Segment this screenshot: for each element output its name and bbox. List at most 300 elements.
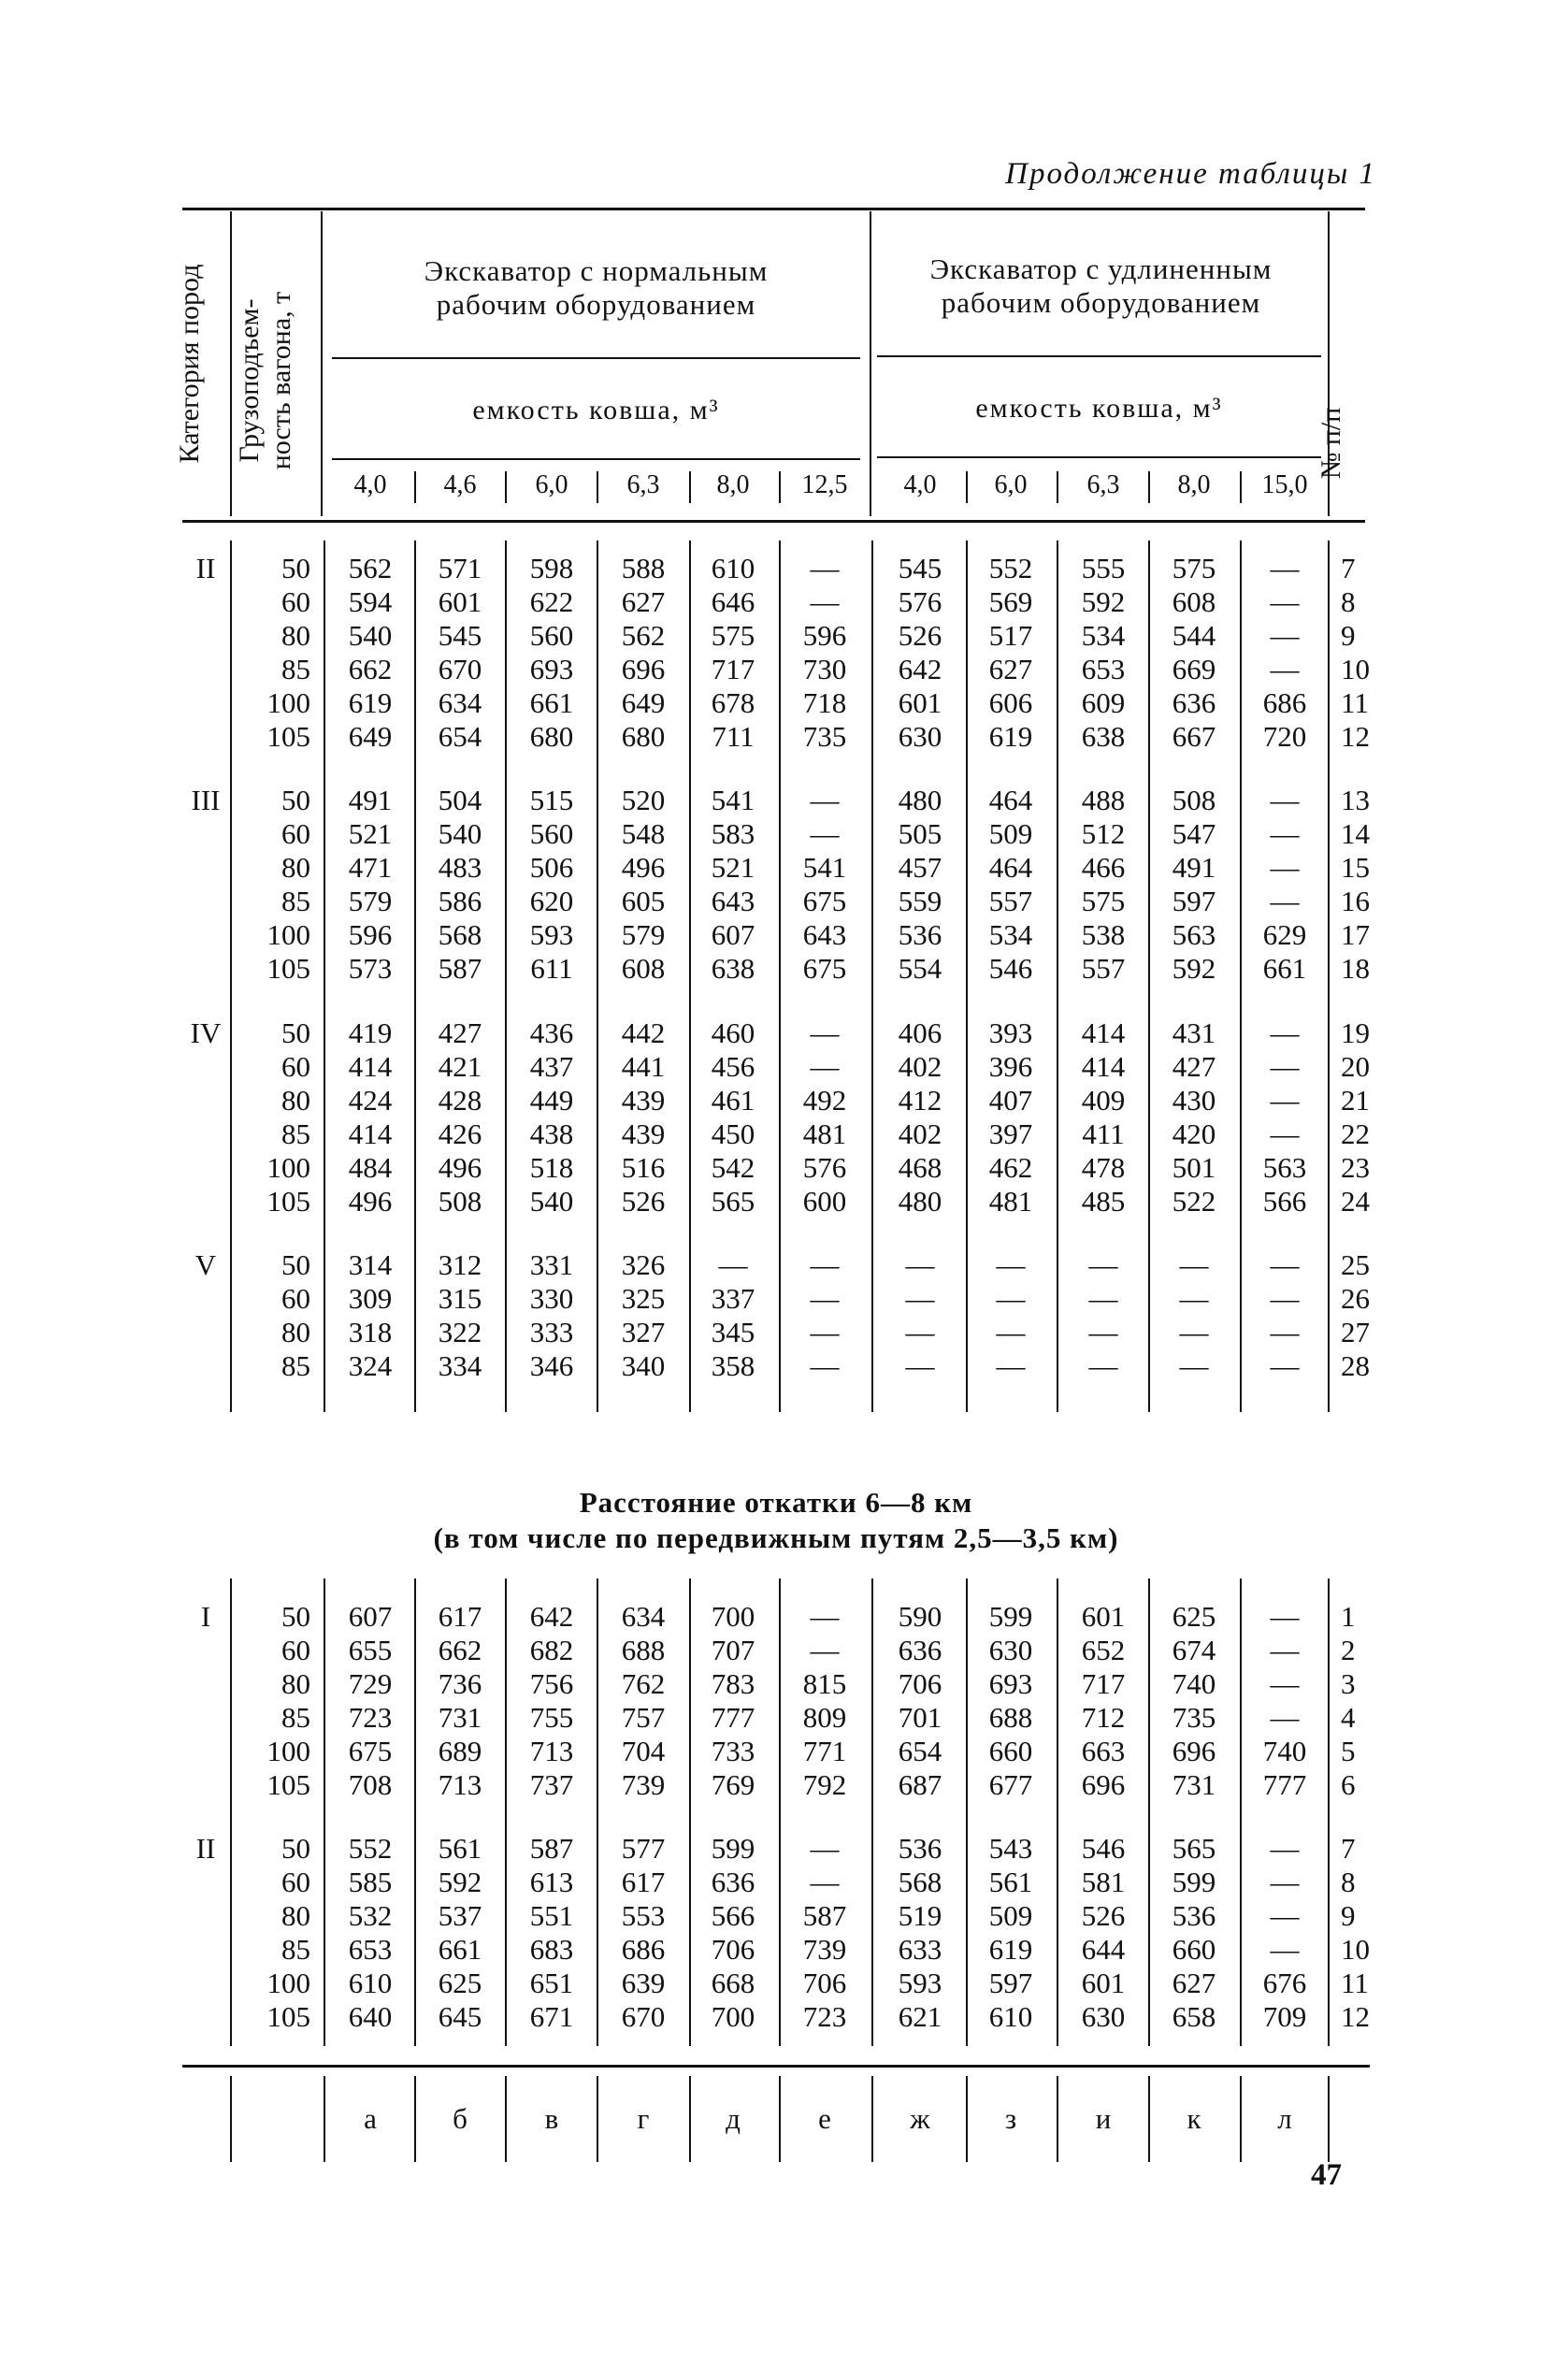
table-cell: 586 [438, 885, 482, 917]
table-cell: 740 [1262, 1735, 1307, 1767]
table-cell: 481 [988, 1185, 1033, 1218]
table-cell: 587 [438, 952, 482, 985]
wagon-capacity-cell: 50 [281, 1016, 310, 1049]
table-cell: 407 [988, 1084, 1033, 1117]
column-line [966, 1578, 968, 2046]
wagon-capacity-cell: 85 [281, 1117, 310, 1150]
table-cell: — [1270, 1600, 1300, 1633]
header-divider [870, 211, 871, 516]
table-cell: 638 [1081, 720, 1126, 753]
header-hline [332, 458, 860, 460]
table-cell: 658 [1172, 2000, 1216, 2033]
wagon-capacity-cell: 50 [281, 1600, 310, 1633]
table-cell: 536 [898, 918, 942, 951]
table-cell: — [1088, 1282, 1118, 1315]
table-cell: 569 [988, 585, 1033, 618]
row-index-cell: 28 [1341, 1349, 1370, 1382]
header-divider [230, 211, 232, 516]
volume-separator [966, 471, 968, 503]
column-letter: е [818, 2102, 831, 2135]
table-cell: 506 [529, 851, 574, 884]
table-cell: 598 [529, 552, 574, 584]
table-cell: 547 [1172, 817, 1216, 850]
table-cell: — [1270, 1667, 1300, 1700]
column-letter-divider [966, 2076, 968, 2162]
table-cell: 358 [711, 1349, 755, 1382]
table-cell: 682 [529, 1634, 574, 1666]
table-cell: — [810, 1050, 840, 1083]
table-cell: 675 [802, 885, 847, 917]
wagon-capacity-cell: 60 [281, 1282, 310, 1315]
bucket-volume-label: 6,3 [1086, 470, 1120, 499]
table-cell: 740 [1172, 1667, 1216, 1700]
table-cell: — [1179, 1248, 1209, 1281]
table-cell: — [1270, 1634, 1300, 1666]
row-index-cell: 27 [1341, 1316, 1370, 1348]
table-cell: 393 [988, 1016, 1033, 1049]
bucket-volume-label: 4,6 [443, 470, 477, 499]
column-line [230, 1578, 232, 2046]
table-cell: 419 [348, 1016, 393, 1049]
table-cell: 639 [621, 1967, 666, 1999]
table-cell: 609 [1081, 686, 1126, 719]
table-cell: 634 [621, 1600, 666, 1633]
table-cell: 676 [1262, 1967, 1307, 1999]
table-cell: — [996, 1316, 1026, 1348]
table-cell: 544 [1172, 619, 1216, 652]
table-cell: 739 [621, 1768, 666, 1801]
table-cell: 526 [1081, 1899, 1126, 1932]
table-cell: 449 [529, 1084, 574, 1117]
row-index-cell: 12 [1341, 2000, 1370, 2033]
table-cell: 322 [438, 1316, 482, 1348]
table-cell: 420 [1172, 1117, 1216, 1150]
table-cell: 688 [988, 1701, 1033, 1734]
table-cell: — [1270, 784, 1300, 816]
table-cell: — [1270, 1933, 1300, 1966]
table-cell: 566 [1262, 1185, 1307, 1218]
table-cell: 693 [529, 653, 574, 685]
table-cell: 555 [1081, 552, 1126, 584]
bucket-capacity-extended: емкость ковша, м³ [975, 393, 1223, 424]
table-cell: 427 [1172, 1050, 1216, 1083]
header-wagon-capacity-line1: Грузоподъем- [234, 298, 265, 463]
group-normal-equipment [332, 254, 860, 322]
table-cell: — [810, 784, 840, 816]
table-cell: 553 [621, 1899, 666, 1932]
table-cell: 512 [1081, 817, 1126, 850]
table-cell: — [1270, 1016, 1300, 1049]
table-cell: 536 [898, 1832, 942, 1865]
table-cell: 592 [1081, 585, 1126, 618]
table-cell: 496 [438, 1151, 482, 1184]
table-cell: 583 [711, 817, 755, 850]
table-cell: 653 [348, 1933, 393, 1966]
table-cell: 421 [438, 1050, 482, 1083]
column-letter: г [637, 2102, 650, 2135]
column-line [1328, 541, 1330, 1412]
table-cell: 654 [438, 720, 482, 753]
row-index-cell: 26 [1341, 1282, 1370, 1315]
table-cell: 707 [711, 1634, 755, 1666]
table-cell: — [996, 1248, 1026, 1281]
table-cell: — [810, 1349, 840, 1382]
bucket-volume-label: 4,0 [353, 470, 387, 499]
table-cell: 457 [898, 851, 942, 884]
column-line [597, 541, 598, 1412]
wagon-capacity-cell: 85 [281, 1933, 310, 1966]
table-cell: 312 [438, 1248, 482, 1281]
table-cell: 517 [988, 619, 1033, 652]
table-cell: 649 [621, 686, 666, 719]
table-cell: 605 [621, 885, 666, 917]
rock-category: III [191, 784, 221, 816]
table-cell: 680 [621, 720, 666, 753]
column-line [1057, 1578, 1058, 2046]
wagon-capacity-cell: 100 [266, 686, 310, 719]
wagon-capacity-cell: 85 [281, 1349, 310, 1382]
table-cell: 713 [529, 1735, 574, 1767]
bucket-volume-label: 8,0 [1177, 470, 1211, 499]
table-cell: — [1270, 1701, 1300, 1734]
table-cell: 460 [711, 1016, 755, 1049]
table-cell: 439 [621, 1117, 666, 1150]
table-cell: 337 [711, 1282, 755, 1315]
column-line [230, 541, 232, 1412]
table-cell: 596 [348, 918, 393, 951]
table-cell: 592 [438, 1866, 482, 1898]
column-line [597, 1578, 598, 2046]
header-row-index: № п/п [1316, 407, 1346, 480]
wagon-capacity-cell: 80 [281, 1084, 310, 1117]
table-cell: 629 [1262, 918, 1307, 951]
column-letter: и [1095, 2102, 1112, 2135]
table-cell: 428 [438, 1084, 482, 1117]
header-hline [877, 355, 1321, 357]
header-wagon-capacity [234, 240, 299, 521]
table-cell: 437 [529, 1050, 574, 1083]
column-line [1240, 1578, 1242, 2046]
bucket-volume-label: 6,0 [535, 470, 568, 499]
table-cell: 441 [621, 1050, 666, 1083]
row-index-cell: 10 [1341, 1933, 1370, 1966]
table-cell: 599 [1172, 1866, 1216, 1898]
table-cell: — [1179, 1349, 1209, 1382]
table-cell: — [810, 585, 840, 618]
table-cell: 769 [711, 1768, 755, 1801]
row-index-cell: 15 [1341, 851, 1370, 884]
bucket-volume-label: 6,3 [626, 470, 660, 499]
table-cell: 687 [898, 1768, 942, 1801]
column-line [871, 541, 873, 1412]
table-cell: 427 [438, 1016, 482, 1049]
section2-title-line1: Расстояние откатки 6—8 км [579, 1486, 973, 1519]
wagon-capacity-cell: 105 [266, 1768, 310, 1801]
column-letter: в [544, 2102, 559, 2135]
table-cell: 534 [988, 918, 1033, 951]
table-cell: 693 [988, 1667, 1033, 1700]
table-cell: — [1179, 1316, 1209, 1348]
table-cell: 568 [438, 918, 482, 951]
table-cell: 324 [348, 1349, 393, 1382]
table-cell: 756 [529, 1667, 574, 1700]
table-cell: 607 [711, 918, 755, 951]
table-cell: — [1270, 1282, 1300, 1315]
column-letter-divider [689, 2076, 691, 2162]
table-cell: — [1179, 1282, 1209, 1315]
table-cell: 414 [1081, 1016, 1126, 1049]
table-cell: 566 [711, 1899, 755, 1932]
column-line [414, 541, 416, 1412]
rock-category: IV [190, 1016, 222, 1049]
table-cell: 717 [711, 653, 755, 685]
table-cell: 496 [621, 851, 666, 884]
table-cell: 480 [898, 784, 942, 816]
table-cell: 579 [621, 918, 666, 951]
table-cell: 439 [621, 1084, 666, 1117]
table-cell: 643 [711, 885, 755, 917]
table-cell: — [996, 1349, 1026, 1382]
volume-separator [414, 471, 416, 503]
wagon-capacity-cell: 80 [281, 619, 310, 652]
wagon-capacity-cell: 105 [266, 1185, 310, 1218]
table-cell: 519 [898, 1899, 942, 1932]
table-cell: 610 [988, 2000, 1033, 2033]
column-line [1148, 541, 1150, 1412]
table-cell: 540 [438, 817, 482, 850]
bucket-volume-label: 6,0 [994, 470, 1028, 499]
table-cell: — [1270, 1899, 1300, 1932]
table-cell: — [1270, 1117, 1300, 1150]
table-cell: 496 [348, 1185, 393, 1218]
table-cell: 815 [802, 1667, 847, 1700]
table-cell: — [1270, 1084, 1300, 1117]
table-cell: 593 [898, 1967, 942, 1999]
row-index-cell: 7 [1341, 552, 1356, 584]
table-cell: 755 [529, 1701, 574, 1734]
table-cell: 597 [988, 1967, 1033, 1999]
table-cell: 686 [1262, 686, 1307, 719]
table-cell: 733 [711, 1735, 755, 1767]
rock-category: I [200, 1600, 211, 1633]
table-cell: 617 [621, 1866, 666, 1898]
table-cell: 521 [711, 851, 755, 884]
table-cell: — [810, 1634, 840, 1666]
column-letter: к [1187, 2102, 1201, 2135]
table-cell: 643 [802, 918, 847, 951]
row-index-cell: 7 [1341, 1832, 1356, 1865]
table-cell: 686 [621, 1933, 666, 1966]
table-cell: 565 [1172, 1832, 1216, 1865]
table-cell: 483 [438, 851, 482, 884]
table-cell: — [810, 1316, 840, 1348]
table-cell: 683 [529, 1933, 574, 1966]
table-cell: 652 [1081, 1634, 1126, 1666]
table-cell: 700 [711, 2000, 755, 2033]
column-letter: б [453, 2102, 468, 2135]
table-cell: 464 [988, 851, 1033, 884]
table-cell: 480 [898, 1185, 942, 1218]
column-line [414, 1578, 416, 2046]
table-cell: 431 [1172, 1016, 1216, 1049]
table-cell: — [1270, 619, 1300, 652]
table-cell: 575 [1081, 885, 1126, 917]
wagon-capacity-cell: 80 [281, 1899, 310, 1932]
table-cell: — [718, 1248, 748, 1281]
row-index-cell: 16 [1341, 885, 1370, 917]
column-letter-divider [597, 2076, 598, 2162]
table-cell: 545 [898, 552, 942, 584]
volume-separator [1057, 471, 1058, 503]
table-cell: 396 [988, 1050, 1033, 1083]
wagon-capacity-cell: 60 [281, 585, 310, 618]
column-letter-divider [1240, 2076, 1242, 2162]
table-cell: 661 [1262, 952, 1307, 985]
row-index-cell: 6 [1341, 1768, 1356, 1801]
table-cell: — [905, 1349, 935, 1382]
table-cell: 739 [802, 1933, 847, 1966]
wagon-capacity-cell: 85 [281, 653, 310, 685]
table-cell: — [905, 1316, 935, 1348]
row-index-cell: 22 [1341, 1117, 1370, 1150]
table-cell: 809 [802, 1701, 847, 1734]
table-cell: 501 [1172, 1151, 1216, 1184]
table-cell: — [905, 1282, 935, 1315]
table-cell: — [1270, 885, 1300, 917]
wagon-capacity-cell: 105 [266, 2000, 310, 2033]
table-cell: 562 [621, 619, 666, 652]
table-cell: 450 [711, 1117, 755, 1150]
table-cell: 526 [898, 619, 942, 652]
header-hline [877, 456, 1321, 458]
table-cell: 532 [348, 1899, 393, 1932]
row-index-cell: 23 [1341, 1151, 1370, 1184]
table-cell: 551 [529, 1899, 574, 1932]
table-cell: 670 [438, 653, 482, 685]
table-cell: 340 [621, 1349, 666, 1382]
table-cell: 594 [348, 585, 393, 618]
table-cell: 526 [621, 1185, 666, 1218]
rock-category: II [195, 552, 216, 584]
column-line [324, 541, 325, 1412]
table-cell: 534 [1081, 619, 1126, 652]
column-line [505, 541, 507, 1412]
table-cell: 783 [711, 1667, 755, 1700]
row-index-cell: 9 [1341, 1899, 1356, 1932]
column-line [1057, 541, 1058, 1412]
table-cell: 576 [802, 1151, 847, 1184]
table-cell: — [810, 1600, 840, 1633]
table-cell: 654 [898, 1735, 942, 1767]
row-index-cell: 8 [1341, 585, 1356, 618]
table-cell: 491 [1172, 851, 1216, 884]
row-index-cell: 3 [1341, 1667, 1356, 1700]
table-cell: 633 [898, 1933, 942, 1966]
table-cell: 588 [621, 552, 666, 584]
table-cell: 651 [529, 1967, 574, 1999]
group-extended-line2: рабочим оборудованием [941, 286, 1261, 319]
table-cell: — [1270, 653, 1300, 685]
table-cell: 478 [1081, 1151, 1126, 1184]
table-cell: 505 [898, 817, 942, 850]
table-cell: 607 [348, 1600, 393, 1633]
table-cell: 561 [438, 1832, 482, 1865]
table-cell: 621 [898, 2000, 942, 2033]
header-rock-category: Категория пород [174, 264, 205, 464]
table-cell: 735 [802, 720, 847, 753]
table-cell: 670 [621, 2000, 666, 2033]
table-cell: 426 [438, 1117, 482, 1150]
table-cell: 662 [438, 1634, 482, 1666]
table-cell: 402 [898, 1050, 942, 1083]
table-cell: 737 [529, 1768, 574, 1801]
table-cell: 649 [348, 720, 393, 753]
table-cell: 579 [348, 885, 393, 917]
table-cell: 314 [348, 1248, 393, 1281]
table-cell: 545 [438, 619, 482, 652]
table-cell: 552 [348, 1832, 393, 1865]
row-index-cell: 5 [1341, 1735, 1356, 1767]
table-cell: 660 [1172, 1933, 1216, 1966]
table-cell: 617 [438, 1600, 482, 1633]
column-line [689, 541, 691, 1412]
wagon-capacity-cell: 60 [281, 817, 310, 850]
table-cell: 599 [988, 1600, 1033, 1633]
column-letter-divider [779, 2076, 781, 2162]
table-cell: 509 [988, 1899, 1033, 1932]
table-cell: 717 [1081, 1667, 1126, 1700]
wagon-capacity-cell: 85 [281, 1701, 310, 1734]
table-cell: 671 [529, 2000, 574, 2033]
table-cell: 563 [1262, 1151, 1307, 1184]
table-cell: 593 [529, 918, 574, 951]
table-cell: — [1088, 1349, 1118, 1382]
table-cell: — [810, 1282, 840, 1315]
table-cell: 792 [802, 1768, 847, 1801]
table-cell: 608 [1172, 585, 1216, 618]
table-cell: 730 [802, 653, 847, 685]
table-cell: 777 [711, 1701, 755, 1734]
row-index-cell: 10 [1341, 653, 1370, 685]
table-cell: 540 [529, 1185, 574, 1218]
table-cell: 491 [348, 784, 393, 816]
table-cell: 706 [898, 1667, 942, 1700]
table-cell: 521 [348, 817, 393, 850]
header-wagon-capacity-line2: ность вагона, т [266, 291, 296, 470]
table-cell: 625 [438, 1967, 482, 1999]
table-cell: 674 [1172, 1634, 1216, 1666]
table-cell: 610 [711, 552, 755, 584]
column-letter-divider [414, 2076, 416, 2162]
table-cell: 409 [1081, 1084, 1126, 1117]
table-cell: 573 [348, 952, 393, 985]
table-cell: 546 [1081, 1832, 1126, 1865]
table-cell: 706 [711, 1933, 755, 1966]
table-cell: 619 [988, 1933, 1033, 1966]
wagon-capacity-cell: 80 [281, 1667, 310, 1700]
table-cell: 424 [348, 1084, 393, 1117]
table-header-rule [182, 520, 1365, 523]
table-cell: 709 [1262, 2000, 1307, 2033]
row-index-cell: 9 [1341, 619, 1356, 652]
table-cell: 568 [898, 1866, 942, 1898]
group-normal-line2: рабочим оборудованием [436, 288, 756, 321]
column-line [1328, 1578, 1330, 2046]
table-cell: 559 [898, 885, 942, 917]
table-cell: 538 [1081, 918, 1126, 951]
volume-separator [597, 471, 598, 503]
table-cell: 471 [348, 851, 393, 884]
